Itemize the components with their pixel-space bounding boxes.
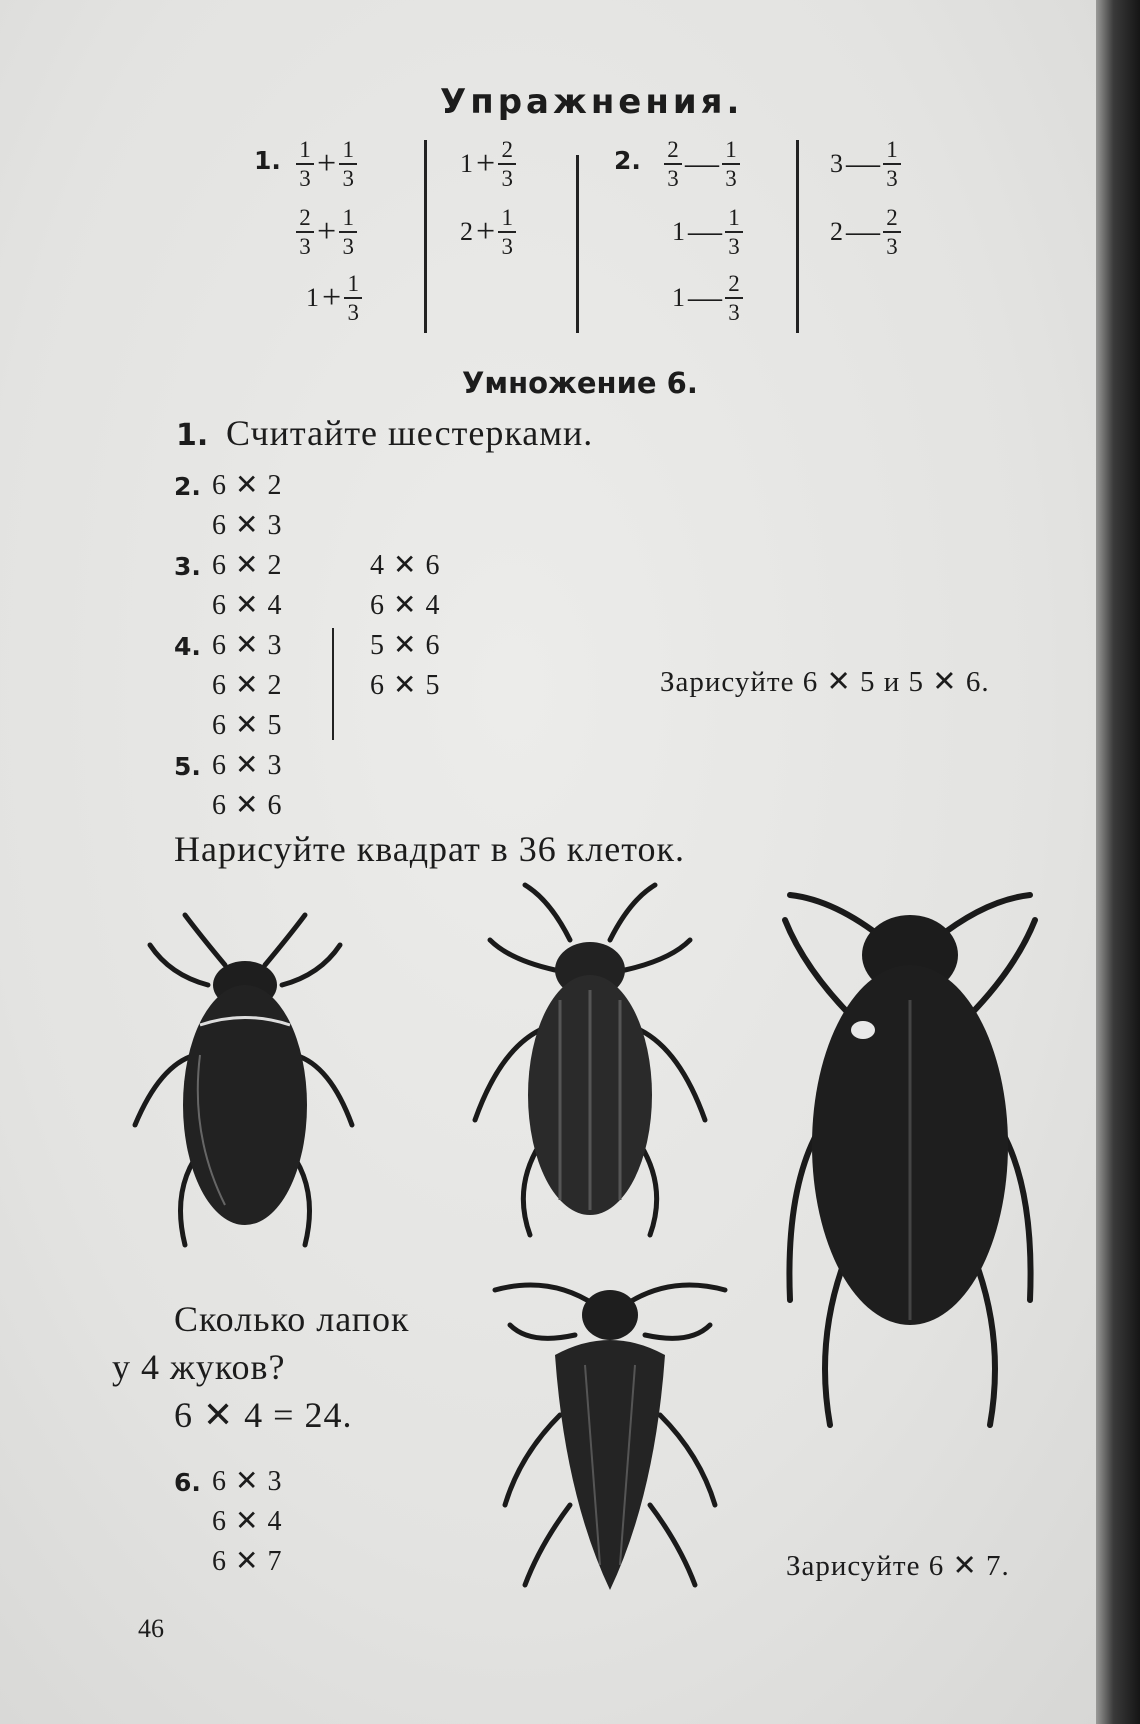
question-line-1: Сколько лапок [174, 1299, 410, 1339]
task-2-item: 6 ✕ 3 [212, 510, 283, 541]
fraction-expression: 3— $\frac{1}{3}$ [830, 138, 901, 190]
task-6-number: 6. [174, 1468, 201, 1497]
task-6-item: 6 ✕ 3 [212, 1466, 283, 1497]
beetle-illustration-2 [470, 880, 710, 1240]
task-3-item: 6 ✕ 2 [212, 550, 283, 581]
task-4-number: 4. [174, 632, 201, 661]
task-4-item: 6 ✕ 2 [212, 670, 283, 701]
task-3-item: 6 ✕ 4 [370, 590, 441, 621]
exercises-title: Упражнения. [440, 82, 744, 122]
task-5-item: 6 ✕ 3 [212, 750, 283, 781]
page-number: 46 [138, 1614, 164, 1643]
task-6-item: 6 ✕ 4 [212, 1506, 283, 1537]
task-5-number: 5. [174, 752, 201, 781]
exercise-2-number: 2. [614, 146, 641, 175]
task-4-item: 5 ✕ 6 [370, 630, 441, 661]
task-4-item: 6 ✕ 5 [370, 670, 441, 701]
beetle-illustration-1 [130, 905, 360, 1250]
task-2-item: 6 ✕ 2 [212, 470, 283, 501]
fraction-expression: 2— $\frac{2}{3}$ [830, 206, 901, 258]
task-3-item: 6 ✕ 4 [212, 590, 283, 621]
column-divider [424, 140, 427, 333]
question-line-2: у 4 жуков? [112, 1347, 286, 1387]
task-2-number: 2. [174, 472, 201, 501]
fraction-expression: 1+ $\frac{2}{3}$ [460, 138, 516, 190]
question-answer: 6 ✕ 4 = 24. [174, 1395, 353, 1435]
draw-note-1: Зарисуйте 6 ✕ 5 и 5 ✕ 6. [660, 666, 990, 698]
square-note: Нарисуйте квадрат в 36 клеток. [174, 829, 685, 869]
draw-note-2: Зарисуйте 6 ✕ 7. [786, 1550, 1010, 1582]
fraction-expression: 1— $\frac{1}{3}$ [672, 206, 743, 258]
fraction-expression: $\frac{1}{3}$ + $\frac{1}{3}$ [296, 138, 357, 190]
fraction-expression: $\frac{2}{3}$ + $\frac{1}{3}$ [296, 206, 357, 258]
column-divider [332, 628, 334, 740]
task-5-item: 6 ✕ 6 [212, 790, 283, 821]
task-1-number: 1. [176, 418, 209, 453]
column-divider [796, 140, 799, 333]
task-6-item: 6 ✕ 7 [212, 1546, 283, 1577]
beetle-illustration-3 [775, 880, 1045, 1430]
task-1-text: Считайте шестерками. [226, 413, 594, 453]
column-divider [576, 155, 579, 333]
task-3-number: 3. [174, 552, 201, 581]
task-3-item: 4 ✕ 6 [370, 550, 441, 581]
task-4-item: 6 ✕ 5 [212, 710, 283, 741]
fraction-expression: 2+ $\frac{1}{3}$ [460, 206, 516, 258]
fraction-expression: 1— $\frac{2}{3}$ [672, 272, 743, 324]
fraction-expression: 1+ $\frac{1}{3}$ [306, 272, 362, 324]
task-4-item: 6 ✕ 3 [212, 630, 283, 661]
section-title: Умножение 6. [462, 366, 698, 400]
fraction-expression: $\frac{2}{3}$ — $\frac{1}{3}$ [664, 138, 740, 190]
book-spine-shadow [1096, 0, 1140, 1724]
exercise-1-number: 1. [254, 146, 281, 175]
beetle-illustration-4 [490, 1265, 730, 1600]
